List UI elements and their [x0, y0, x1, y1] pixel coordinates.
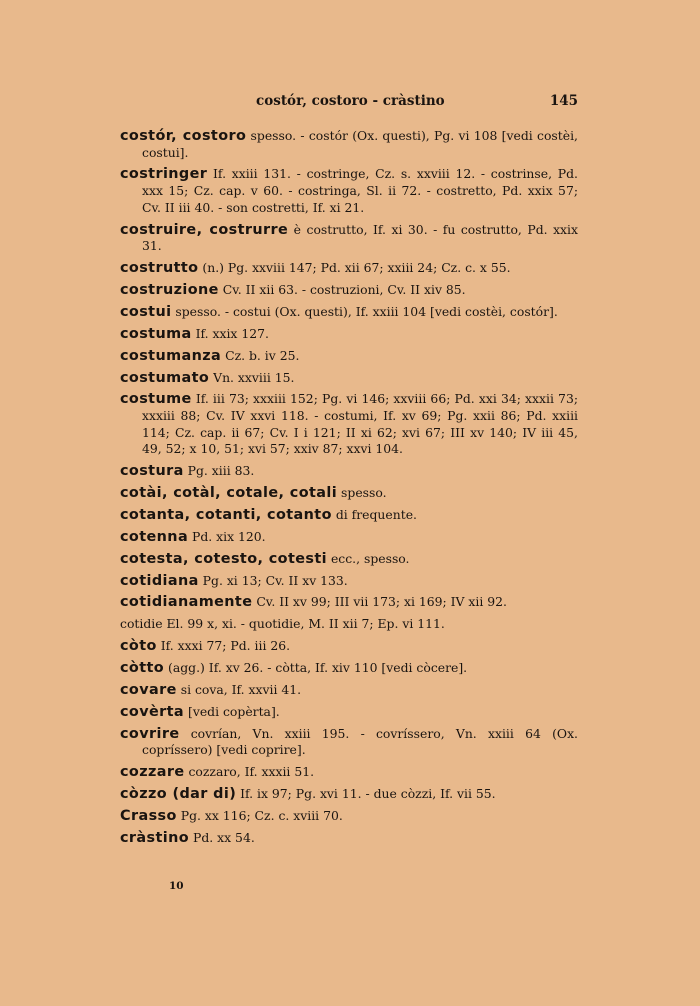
- entry-costuma: [120, 326, 578, 343]
- headword: covrire: [120, 725, 180, 742]
- entry-text: If. xxiii 131. - costringe, Cz. s. xxviii 12. - costrinse, Pd. xxx 15; Cz. cap. v 60. - costringa, Sl. ii 72. - costretto, Pd. xxix 57; Cv. II iii 40. - son costretti, If. xi 21.: [142, 166, 578, 215]
- headword: costuma: [120, 325, 192, 342]
- entry-text: Vn. xxviii 15.: [209, 369, 295, 385]
- entry-text: covrían, Vn. xxiii 195. - covríssero, Vn. xxiii 64 (Ox. copríssero) [vedi coprire].: [142, 725, 578, 758]
- entry-costruire: [120, 222, 578, 255]
- entry-cotenna: [120, 529, 578, 546]
- entry-text: ecc., spesso.: [327, 550, 410, 566]
- headword: cotenna: [120, 528, 189, 545]
- headword: costume: [120, 391, 192, 408]
- headword: costruzione: [120, 281, 219, 298]
- entry-crastino: [120, 830, 578, 847]
- headword: còtto: [120, 660, 165, 677]
- entry-costor: [120, 128, 578, 161]
- headword: costór, costoro: [120, 128, 247, 144]
- entry-text: If. ix 97; Pg. xvi 11. - due còzzi, If. vii 55.: [236, 786, 496, 802]
- entry-cotto: [120, 660, 578, 677]
- entry-text: spesso.: [337, 484, 387, 500]
- entry-covare: [120, 682, 578, 699]
- entry-text: [vedi copèrta].: [184, 703, 280, 719]
- entry-costura: [120, 463, 578, 480]
- entry-costumato: [120, 370, 578, 387]
- entry-coto: [120, 638, 578, 655]
- entry-text: If. iii 73; xxxiii 152; Pg. vi 146; xxviii 66; Pd. xxi 34; xxxii 73; xxxiii 88; Cv. IV xxvi 118. - costumi, If. xv 69; Pg. xxii 86; Pd. xxiii 114; Cz. cap. ii 67; Cv. I i 121; II xi 62; xvi 67; III xv 140; IV iii 45, 49, 52; x 10, 51; xvi 57; xxiv 87; xxvi 104.: [142, 391, 578, 457]
- headword: covare: [120, 681, 177, 698]
- entry-cotidiana: [120, 573, 578, 590]
- headword: costumato: [120, 369, 210, 386]
- entry-costrutto: [120, 260, 578, 277]
- entry-costruzione: [120, 282, 578, 299]
- entry-text: Pg. xiii 83.: [183, 463, 255, 479]
- headword: costura: [120, 463, 184, 480]
- entry-cotidianamente: [120, 594, 578, 611]
- entry-text: Pd. xx 54.: [189, 829, 255, 845]
- entry-cotanta: [120, 507, 578, 524]
- entry-text: (n.) Pg. xxviii 147; Pd. xii 67; xxiii 24; Cz. c. x 55.: [198, 260, 511, 276]
- entry-text: cozzaro, If. xxxii 51.: [184, 764, 315, 780]
- entry-cotidie: [120, 616, 578, 633]
- page-number: 145: [549, 93, 578, 109]
- headword: costringer: [120, 166, 208, 183]
- entry-coverta: [120, 704, 578, 721]
- signature-mark: 10: [169, 880, 184, 892]
- running-title: costór, costoro - cràstino: [256, 93, 445, 109]
- entry-costume: [120, 391, 578, 457]
- headword: covèrta: [120, 703, 185, 720]
- headword: còzzo (dar di): [120, 786, 237, 803]
- headword: cràstino: [120, 829, 190, 846]
- headword: costui: [120, 303, 172, 320]
- entry-text: Cz. b. iv 25.: [221, 347, 300, 363]
- entry-text: di frequente.: [331, 506, 417, 522]
- entry-text: spesso. - costór (Ox. questi), Pg. vi 108 [vedi costèi, costui].: [142, 128, 578, 160]
- entry-costui: [120, 304, 578, 321]
- headword: cotanta, cotanti, cotanto: [120, 506, 332, 523]
- headword: costruire, costrurre: [120, 221, 289, 238]
- headword: cozzare: [120, 764, 185, 781]
- headword: Crasso: [120, 808, 177, 825]
- entry-text: spesso. - costui (Ox. questi), If. xxiii 104 [vedi costèi, costór].: [171, 303, 558, 319]
- entry-cozzare: [120, 764, 578, 781]
- entry-text: Pg. xx 116; Cz. c. xviii 70.: [176, 808, 343, 824]
- headword: cotài, cotàl, cotale, cotali: [120, 484, 338, 501]
- entry-text: si cova, If. xxvii 41.: [176, 681, 302, 697]
- entry-text: cotidie El. 99 x, xi. - quotidie, M. II xii 7; Ep. vi 111.: [120, 616, 445, 632]
- entry-text: Pd. xix 120.: [188, 528, 266, 544]
- entry-text: Cv. II xii 63. - costruzioni, Cv. II xiv 85.: [218, 281, 466, 297]
- entry-covrire: [120, 726, 578, 759]
- headword: cotidiana: [120, 572, 199, 589]
- entry-text: (agg.) If. xv 26. - còtta, If. xiv 110 [vedi còcere].: [164, 660, 468, 676]
- headword: cotesta, cotesto, cotesti: [120, 550, 327, 567]
- entry-costringer: [120, 166, 578, 216]
- entry-cotai: [120, 485, 578, 502]
- headword: cotidianamente: [120, 594, 253, 611]
- dictionary-entries: [120, 128, 578, 852]
- headword: còto: [120, 638, 157, 655]
- entry-text: Pg. xi 13; Cv. II xv 133.: [198, 572, 348, 588]
- entry-text: è costrutto, If. xi 30. - fu costrutto, Pd. xxix 31.: [142, 221, 578, 254]
- entry-text: If. xxxi 77; Pd. iii 26.: [156, 638, 291, 654]
- entry-crasso: [120, 808, 578, 825]
- entry-cozzo: [120, 786, 578, 803]
- entry-cotesta: [120, 551, 578, 568]
- entry-text: If. xxix 127.: [191, 325, 269, 341]
- headword: costrutto: [120, 260, 199, 277]
- entry-costumanza: [120, 348, 578, 365]
- headword: costumanza: [120, 347, 222, 364]
- entry-text: Cv. II xv 99; III vii 173; xi 169; IV xii 92.: [252, 594, 507, 610]
